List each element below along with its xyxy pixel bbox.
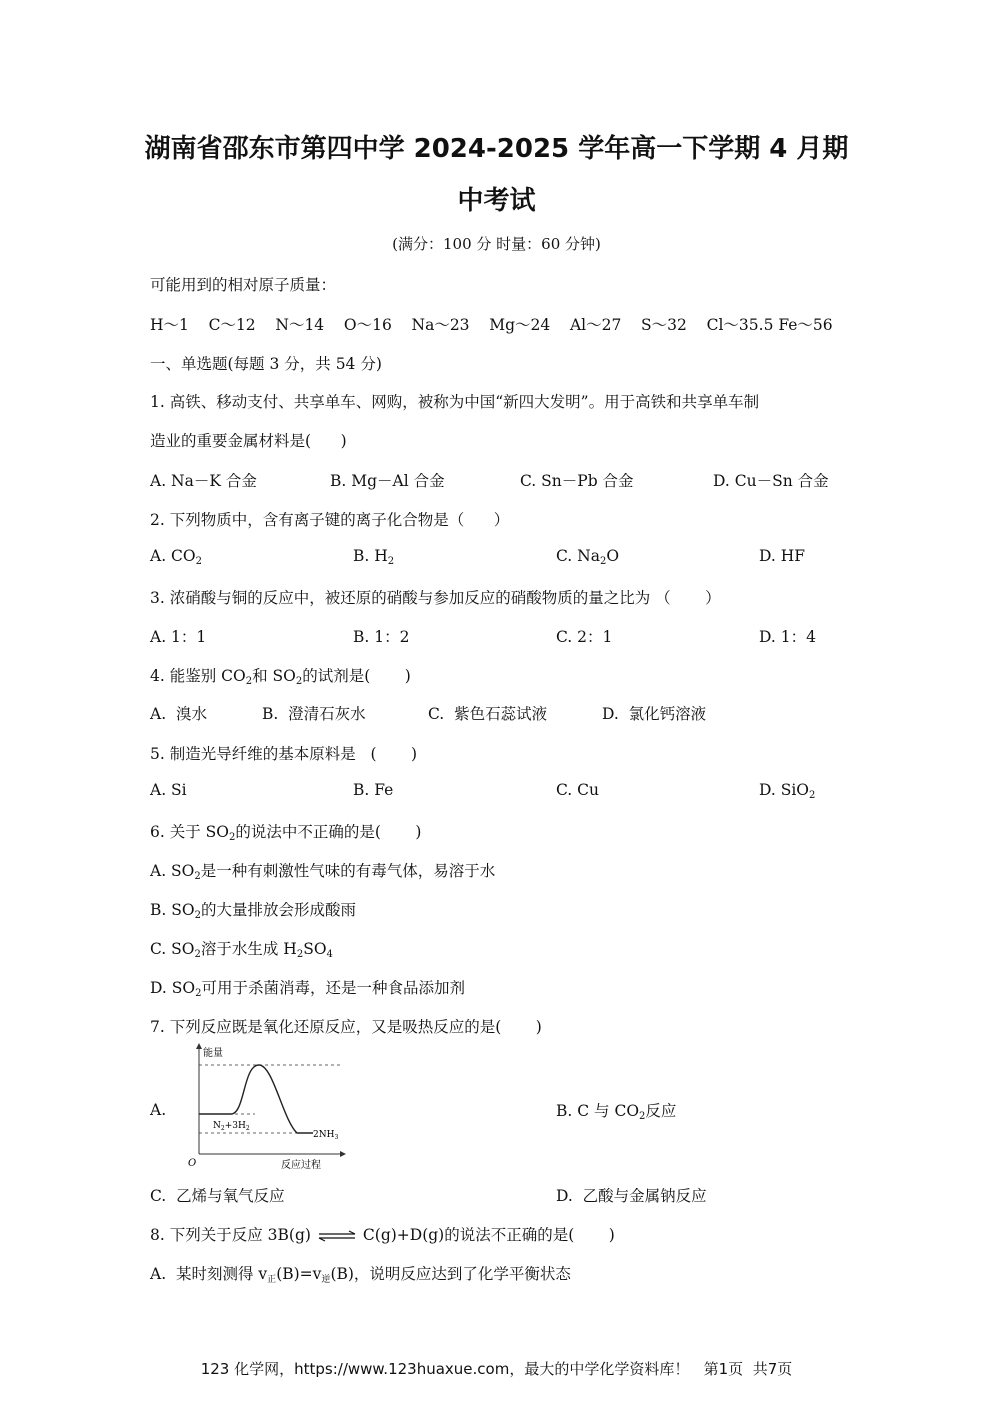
q1-option-a: A. Na－K 合金: [150, 472, 257, 490]
q7-option-c: C. 乙烯与氧气反应: [150, 1187, 285, 1205]
q2-option-b: B. $H_2$: [353, 547, 395, 567]
q4-option-b: B. 澄清石灰水: [262, 705, 366, 723]
page-title-line1: 湖南省邵东市第四中学 2024-2025 学年高一下学期 4 月期: [144, 134, 849, 164]
product-label: $2NH_3$: [313, 1130, 339, 1141]
q3-option-a: A. 1：1: [150, 628, 207, 646]
q5-option-d: D. SiO$_2$: [759, 781, 816, 801]
q2-option-c: C. $Na_2O$: [556, 547, 620, 567]
q8-option-a: A. 某时刻测得 $v_正(B)=v_逆(B)$，说明反应达到了化学平衡状态: [150, 1265, 571, 1285]
q1-stem-line1: 1. 高铁、移动支付、共享单车、网购，被称为中国“新四大发明”。用于高铁和共享单车制: [150, 393, 760, 411]
energy-diagram: [183, 1040, 353, 1176]
q6-option-b: B. $SO_2$的大量排放会形成酸雨: [150, 901, 356, 921]
q6-option-d: D. $SO_2$可用于杀菌消毒，还是一种食品添加剂: [150, 979, 465, 999]
q2-option-a: A. $CO_2$: [150, 547, 202, 567]
q1-option-c: C. Sn－Pb 合金: [520, 472, 634, 490]
q5-option-b: B. Fe: [353, 781, 394, 799]
section-heading: 一、单选题(每题 3 分，共 54 分): [150, 355, 382, 373]
equilibrium-arrow-icon: [317, 1230, 357, 1242]
q5-stem: 5. 制造光导纤维的基本原料是 ( ): [150, 745, 418, 763]
q7-option-a-label: A.: [150, 1101, 167, 1119]
q4-option-a: A. 溴水: [150, 705, 207, 723]
atomic-mass-label: 可能用到的相对原子质量：: [150, 276, 337, 294]
q4-stem: 4. 能鉴别 $CO_2$和 $SO_2$的试剂是( ): [150, 667, 411, 687]
energy-diagram-svg: [183, 1040, 353, 1176]
q1-stem-line2: 造业的重要金属材料是( ): [150, 432, 347, 450]
q4-option-c: C. 紫色石蕊试液: [428, 705, 548, 723]
q6-stem: 6. 关于 $SO_2$的说法中不正确的是( ): [150, 823, 422, 843]
q3-option-d: D. 1：4: [759, 628, 816, 646]
q1-option-d: D. Cu－Sn 合金: [713, 472, 829, 490]
origin-label: O: [188, 1158, 197, 1169]
q1-option-b: B. Mg－Al 合金: [330, 472, 445, 490]
q7-stem: 7. 下列反应既是氧化还原反应，又是吸热反应的是( ): [150, 1018, 542, 1036]
q7-option-d: D. 乙酸与金属钠反应: [556, 1187, 707, 1205]
page-title-line2: 中考试: [457, 186, 536, 216]
q6-option-c: C. $SO_2$溶于水生成 $H_2SO_4$: [150, 940, 333, 960]
q2-option-d: D. HF: [759, 547, 806, 565]
x-axis-label: 反应过程: [281, 1160, 321, 1171]
q8-stem: 8. 下列关于反应 3B(g) C(g)+D(g)的说法不正确的是( ): [150, 1226, 615, 1244]
q6-option-a: A. $SO_2$是一种有刺激性气味的有毒气体，易溶于水: [150, 862, 496, 882]
q3-stem: 3. 浓硝酸与铜的反应中，被还原的硝酸与参加反应的硝酸物质的量之比为 （ ）: [150, 589, 721, 607]
exam-info: (满分：100 分 时量：60 分钟): [392, 235, 601, 253]
q7-option-b: B. C 与 $CO_2$反应: [556, 1102, 677, 1122]
q3-option-b: B. 1：2: [353, 628, 410, 646]
q5-option-a: A. Si: [150, 781, 187, 799]
q4-option-d: D. 氯化钙溶液: [602, 705, 707, 723]
reactant-label: $N_2+3H_2$: [213, 1121, 250, 1132]
q3-option-c: C. 2：1: [556, 628, 613, 646]
q2-stem: 2. 下列物质中，含有离子键的离子化合物是（ ）: [150, 511, 510, 529]
q5-option-c: C. Cu: [556, 781, 600, 799]
page-footer: 123 化学网，https://www.123huaxue.com，最大的中学化学资料库！ 第1页 共7页: [200, 1360, 793, 1378]
atomic-mass-list: H～1 C～12 N～14 O～16 Na～23 Mg～24 Al～27 S～32 Cl～35.5 Fe～56: [150, 316, 833, 334]
y-axis-label: 能量: [203, 1048, 223, 1059]
